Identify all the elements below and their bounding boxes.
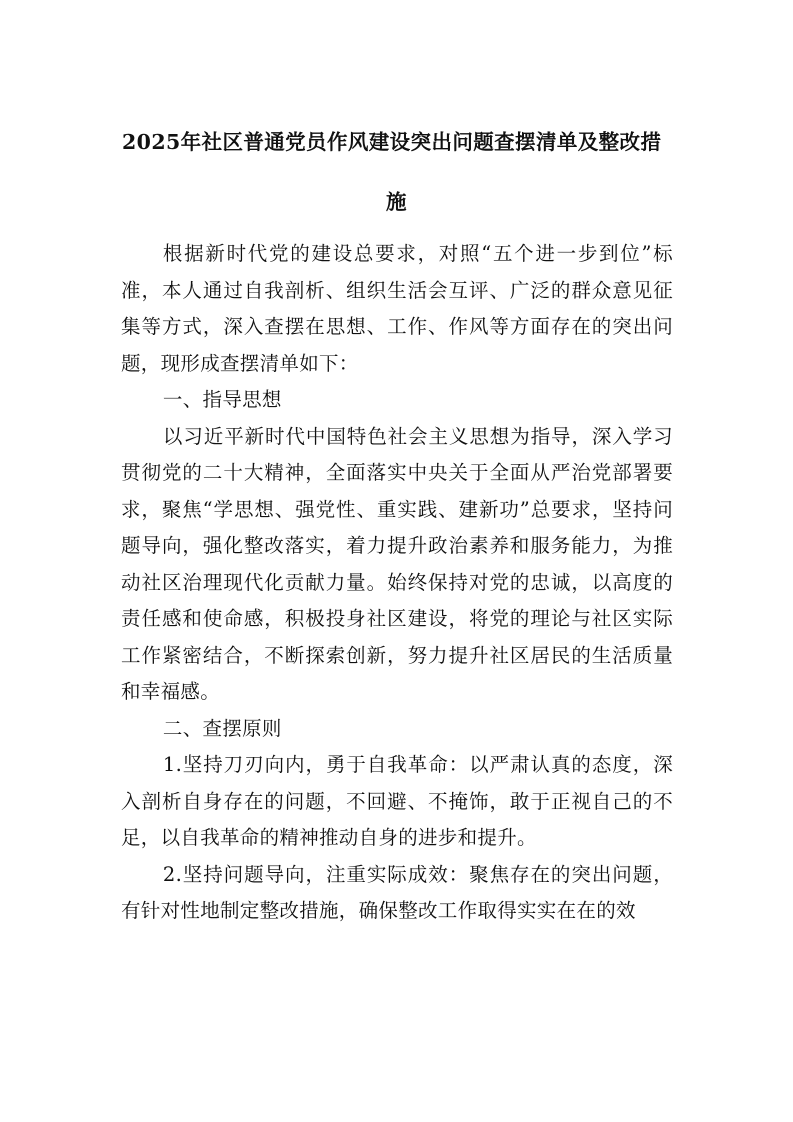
title-line-2: 施 [386, 190, 407, 214]
section-heading-principles: 二、查摆原则 [162, 716, 282, 740]
title-line-1: 2025年社区普通党员作风建设突出问题查摆清单及整改措 [122, 130, 662, 154]
document-title [110, 112, 683, 232]
guiding-ideology-paragraph: 以习近平新时代中国特色社会主义思想为指导，深入学习贯彻党的二十大精神，全面落实中央关于全面从严治党部署要求，聚焦“学思想、强党性、重实践、建新功”总要求，坚持问题导向，强化整改落实，着力提升政治素养和服务能力，为推动社区治理现代化贡献力量。始终保持对党的忠诚，以高度的责任感和使命感，积极投身社区建设，将党的理论与社区实际工作紧密结合，不断探索创新，努力提升社区居民的生活质量和幸福感。 [121, 424, 673, 703]
intro-paragraph: 根据新时代党的建设总要求，对照“五个进一步到位”标准，本人通过自我剖析、组织生活会互评、广泛的群众意见征集等方式，深入查摆在思想、工作、作风等方面存在的突出问题，现形成查摆清单如下： [121, 242, 673, 375]
principle-item-1: 1.坚持刀刃向内，勇于自我革命：以严肃认真的态度，深入剖析自身存在的问题，不回避、不掩饰，敢于正视自己的不足，以自我革命的精神推动自身的进步和提升。 [121, 753, 673, 849]
document-body [121, 236, 673, 930]
section-heading-guiding-ideology: 一、指导思想 [162, 388, 282, 411]
principle-item-2: 2.坚持问题导向，注重实际成效：聚焦存在的突出问题，有针对性地制定整改措施，确保整改工作取得实实在在的效 [121, 862, 673, 922]
